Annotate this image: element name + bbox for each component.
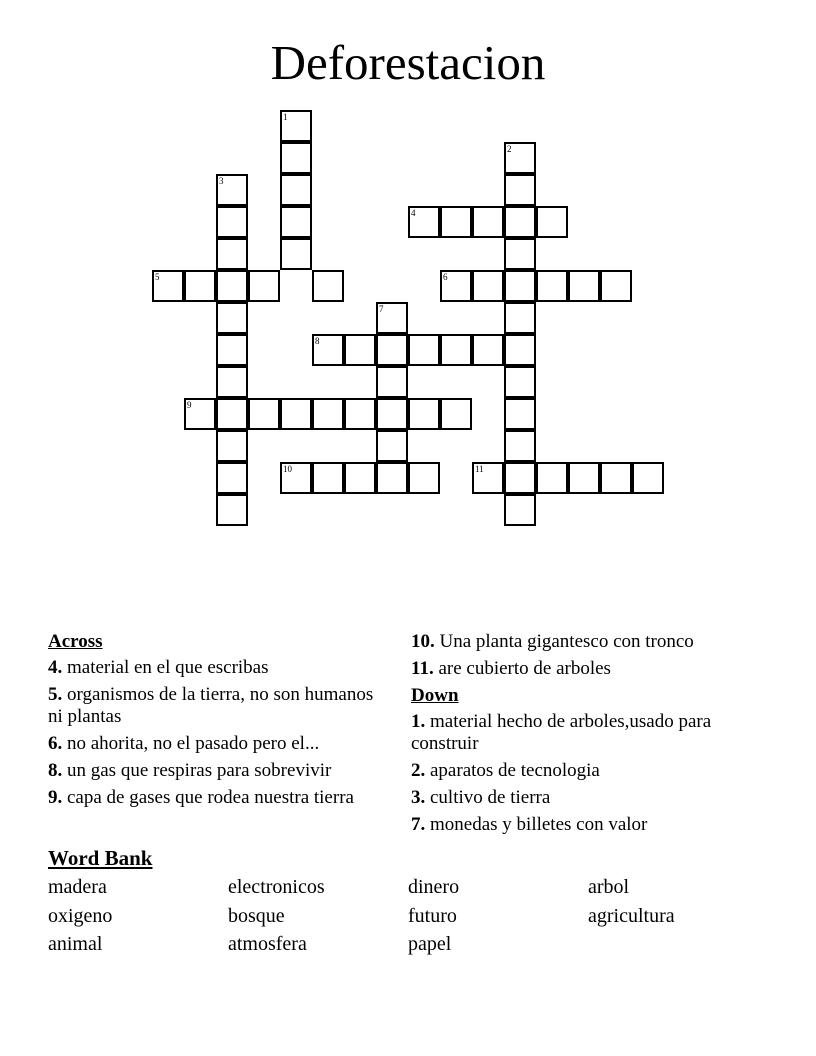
crossword-cell[interactable] [280, 206, 312, 238]
clues-column-right [411, 631, 751, 841]
cell-number: 3 [219, 176, 224, 186]
word-bank-item: agricultura [588, 904, 675, 927]
word-bank-item: papel [408, 933, 452, 955]
word-bank-item: dinero [408, 876, 460, 898]
crossword-cell[interactable] [376, 334, 408, 366]
crossword-cell[interactable] [504, 398, 536, 430]
crossword-cell[interactable] [216, 430, 248, 462]
crossword-cell[interactable] [472, 462, 504, 494]
word-bank-item: electronicos [228, 876, 325, 898]
crossword-cell[interactable] [152, 270, 184, 302]
crossword-cell[interactable] [344, 334, 376, 366]
crossword-cell[interactable] [440, 334, 472, 366]
clue-number: 3. [411, 787, 426, 808]
crossword-cell[interactable] [216, 270, 248, 302]
across-heading: Across [48, 631, 103, 652]
cell-number: 11 [475, 464, 484, 474]
cell-number: 8 [315, 336, 320, 346]
crossword-cell[interactable] [248, 270, 280, 302]
crossword-cell[interactable] [312, 462, 344, 494]
cell-number: 5 [155, 272, 160, 282]
across-clue [48, 657, 388, 679]
clue-text: material hecho de arboles,usado para construir [411, 711, 712, 754]
clue-text: organismos de la tierra, no son humanos ni plantas [48, 684, 374, 727]
clue-number: 11. [411, 658, 434, 679]
down-clue [411, 711, 751, 755]
crossword-cell[interactable] [504, 174, 536, 206]
crossword-cell[interactable] [504, 270, 536, 302]
word-bank-item: madera [48, 876, 107, 898]
cell-number: 10 [283, 464, 292, 474]
crossword-cell[interactable] [504, 366, 536, 398]
clue-number: 7. [411, 814, 426, 835]
clue-number: 2. [411, 760, 426, 781]
clue-text: aparatos de tecnologia [430, 760, 600, 781]
crossword-cell[interactable] [472, 270, 504, 302]
clue-number: 9. [48, 787, 63, 808]
crossword-cell[interactable] [440, 206, 472, 238]
crossword-cell[interactable] [632, 462, 664, 494]
clues-column-left [48, 631, 388, 814]
crossword-cell[interactable] [280, 174, 312, 206]
crossword-cell[interactable] [472, 334, 504, 366]
crossword-cell[interactable] [344, 462, 376, 494]
clue-number: 4. [48, 657, 63, 678]
word-bank-title: Word Bank [48, 846, 153, 870]
clue-text: cultivo de tierra [430, 787, 551, 808]
crossword-cell[interactable] [216, 174, 248, 206]
down-heading: Down [411, 685, 459, 706]
crossword-cell[interactable] [408, 206, 440, 238]
crossword-cell[interactable] [536, 206, 568, 238]
down-clue [411, 814, 751, 836]
crossword-cell[interactable] [472, 206, 504, 238]
crossword-cell[interactable] [408, 334, 440, 366]
cell-number: 6 [443, 272, 448, 282]
crossword-cell[interactable] [600, 462, 632, 494]
word-bank-item: bosque [228, 904, 285, 927]
crossword-cell[interactable] [504, 302, 536, 334]
across-clue [48, 684, 388, 728]
word-bank-item: futuro [408, 904, 457, 927]
crossword-cell[interactable] [216, 366, 248, 398]
crossword-cell[interactable] [440, 270, 472, 302]
crossword-cell[interactable] [184, 270, 216, 302]
across-clue [411, 631, 751, 653]
crossword-cell[interactable] [504, 430, 536, 462]
clue-number: 6. [48, 733, 63, 754]
clue-number: 1. [411, 711, 426, 732]
crossword-cell[interactable] [280, 398, 312, 430]
crossword-cell[interactable] [248, 398, 280, 430]
crossword-cell[interactable] [216, 494, 248, 526]
crossword-cell[interactable] [216, 302, 248, 334]
crossword-cell[interactable] [440, 398, 472, 430]
crossword-cell[interactable] [504, 462, 536, 494]
across-clue [48, 733, 388, 755]
word-bank-item: atmosfera [228, 933, 307, 955]
cell-number: 9 [187, 400, 192, 410]
crossword-cell[interactable] [504, 142, 536, 174]
crossword-cell[interactable] [568, 462, 600, 494]
crossword-cell[interactable] [312, 334, 344, 366]
crossword-cell[interactable] [376, 366, 408, 398]
clue-number: 5. [48, 684, 63, 705]
crossword-cell[interactable] [376, 302, 408, 334]
crossword-cell[interactable] [536, 270, 568, 302]
cell-number: 1 [283, 112, 288, 122]
cell-number: 7 [379, 304, 384, 314]
down-clue [411, 760, 751, 782]
crossword-cell[interactable] [600, 270, 632, 302]
cell-number: 4 [411, 208, 416, 218]
across-clue [48, 787, 388, 809]
clue-text: capa de gases que rodea nuestra tierra [67, 787, 354, 808]
clue-text: material en el que escribas [67, 657, 269, 678]
crossword-cell[interactable] [216, 334, 248, 366]
clue-text: are cubierto de arboles [438, 658, 611, 679]
crossword-cell[interactable] [280, 110, 312, 142]
word-bank-item: animal [48, 933, 103, 955]
crossword-cell[interactable] [280, 238, 312, 270]
crossword-cell[interactable] [216, 462, 248, 494]
crossword-cell[interactable] [504, 206, 536, 238]
crossword-cell[interactable] [280, 462, 312, 494]
crossword-cell[interactable] [312, 398, 344, 430]
crossword-cell[interactable] [184, 398, 216, 430]
across-clue [411, 658, 751, 680]
cell-number: 2 [507, 144, 512, 154]
crossword-cell[interactable] [376, 398, 408, 430]
clue-number: 10. [411, 631, 435, 652]
clue-text: no ahorita, no el pasado pero el... [67, 733, 320, 754]
crossword-cell[interactable] [408, 462, 440, 494]
crossword-cell[interactable] [504, 494, 536, 526]
crossword-cell[interactable] [376, 462, 408, 494]
crossword-cell[interactable] [408, 398, 440, 430]
crossword-cell[interactable] [216, 398, 248, 430]
crossword-cell[interactable] [216, 238, 248, 270]
clue-text: Una planta gigantesco con tronco [439, 631, 694, 652]
crossword-cell[interactable] [280, 142, 312, 174]
crossword-cell[interactable] [536, 462, 568, 494]
crossword-cell[interactable] [312, 270, 344, 302]
crossword-cell[interactable] [216, 206, 248, 238]
clue-number: 8. [48, 760, 63, 781]
word-bank-item: oxigeno [48, 904, 113, 927]
crossword-cell[interactable] [376, 430, 408, 462]
page-title: Deforestacion [270, 35, 546, 90]
crossword-cell[interactable] [568, 270, 600, 302]
crossword-cell[interactable] [504, 238, 536, 270]
crossword-cell[interactable] [504, 334, 536, 366]
word-bank-item: arbol [588, 876, 630, 898]
down-clue [411, 787, 751, 809]
across-clue [48, 760, 388, 782]
crossword-cell[interactable] [344, 398, 376, 430]
clue-text: un gas que respiras para sobrevivir [67, 760, 332, 781]
clue-text: monedas y billetes con valor [430, 814, 648, 835]
